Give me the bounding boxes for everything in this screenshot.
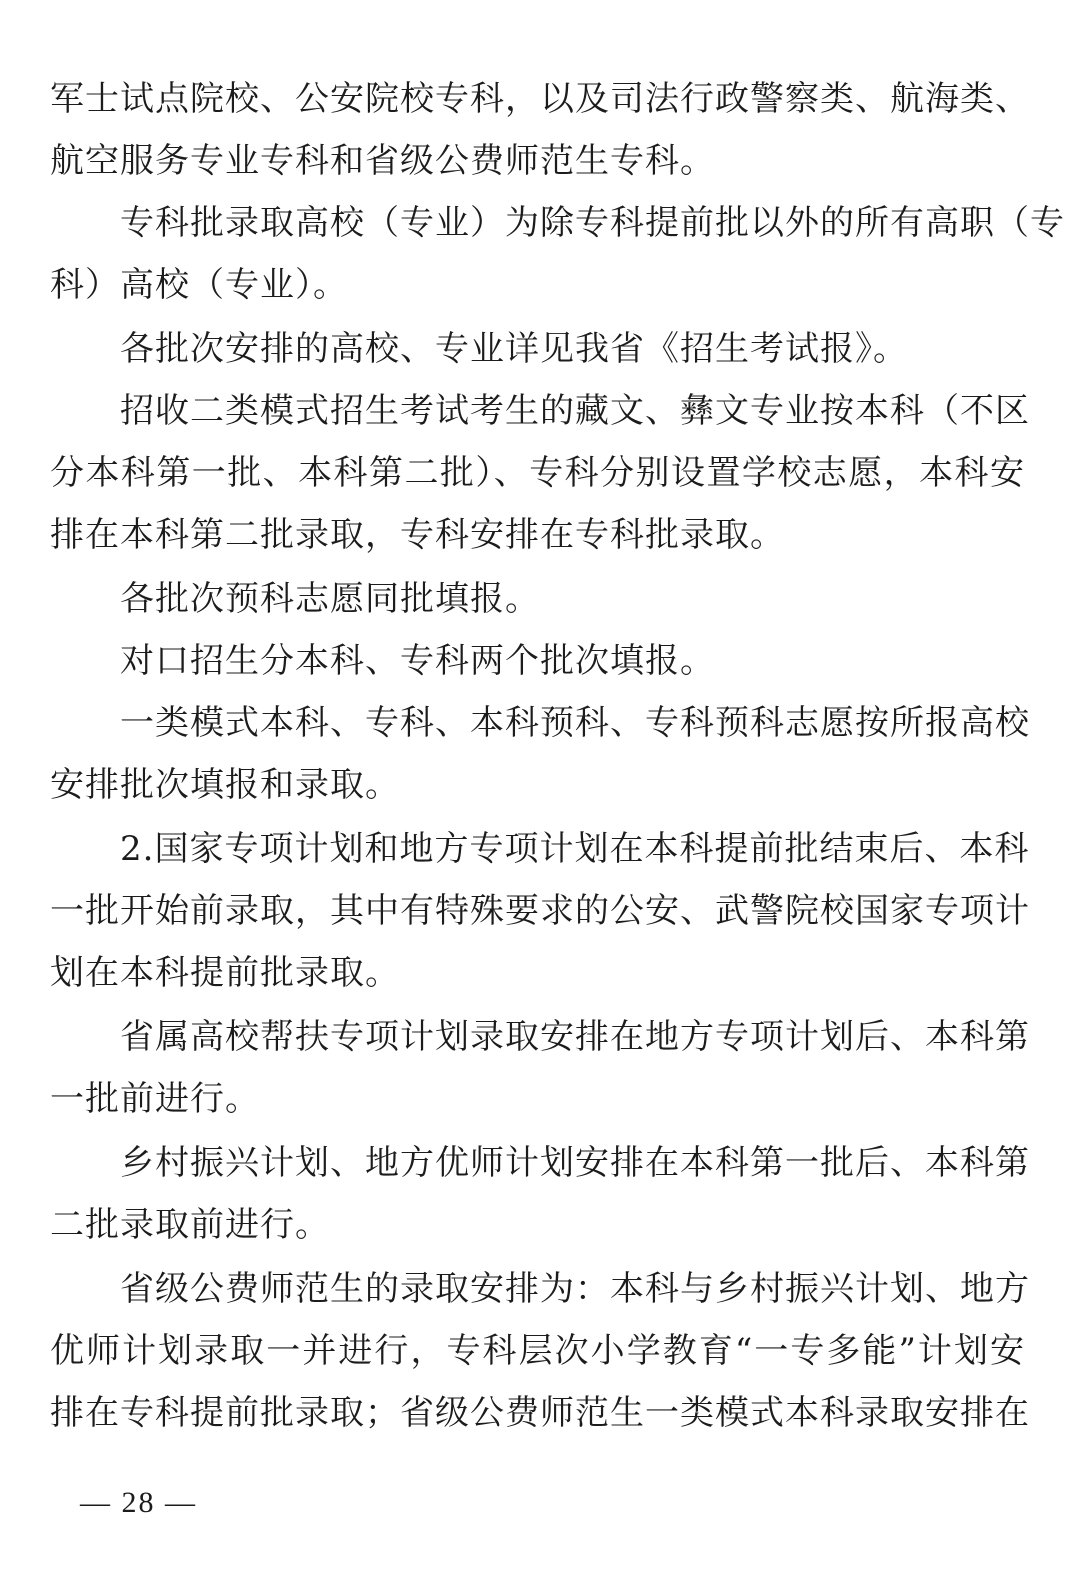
text-line-18: 乡村振兴计划、地方优师计划安排在本科第一批后、本科第 — [120, 1143, 1030, 1183]
text-line-21: 优师计划录取一并进行，专科层次小学教育“一专多能”计划安 — [50, 1331, 1025, 1371]
text-line-10: 对口招生分本科、专科两个批次填报。 — [120, 641, 715, 681]
text-line-12: 安排批次填报和录取。 — [50, 765, 400, 805]
page-number: — 28 — — [80, 1486, 197, 1519]
text-line-6: 招收二类模式招生考试考生的藏文、彝文专业按本科（不区 — [120, 391, 1030, 431]
text-line-19: 二批录取前进行。 — [50, 1205, 330, 1245]
text-line-17: 一批前进行。 — [50, 1079, 260, 1119]
text-line-5: 各批次安排的高校、专业详见我省《招生考试报》。 — [120, 329, 908, 369]
text-line-3: 专科批录取高校（专业）为除专科提前批以外的所有高职（专 — [120, 203, 1065, 243]
text-line-13: 2.国家专项计划和地方专项计划在本科提前批结束后、本科 — [120, 829, 1030, 869]
text-line-14: 一批开始前录取，其中有特殊要求的公安、武警院校国家专项计 — [50, 891, 1030, 931]
text-line-15: 划在本科提前批录取。 — [50, 953, 400, 993]
text-line-9: 各批次预科志愿同批填报。 — [120, 579, 540, 619]
text-line-16: 省属高校帮扶专项计划录取安排在地方专项计划后、本科第 — [120, 1017, 1030, 1057]
text-line-8: 排在本科第二批录取，专科安排在专科批录取。 — [50, 515, 785, 555]
text-line-11: 一类模式本科、专科、本科预科、专科预科志愿按所报高校 — [120, 703, 1030, 743]
text-line-22: 排在专科提前批录取；省级公费师范生一类模式本科录取安排在 — [50, 1393, 1030, 1433]
text-line-1: 军士试点院校、公安院校专科，以及司法行政警察类、航海类、 — [50, 79, 1030, 119]
text-line-7: 分本科第一批、本科第二批）、专科分别设置学校志愿，本科安 — [50, 453, 1025, 493]
text-line-20: 省级公费师范生的录取安排为：本科与乡村振兴计划、地方 — [120, 1269, 1030, 1309]
text-line-4: 科）高校（专业）。 — [50, 265, 348, 305]
text-line-2: 航空服务专业专科和省级公费师范生专科。 — [50, 141, 715, 181]
